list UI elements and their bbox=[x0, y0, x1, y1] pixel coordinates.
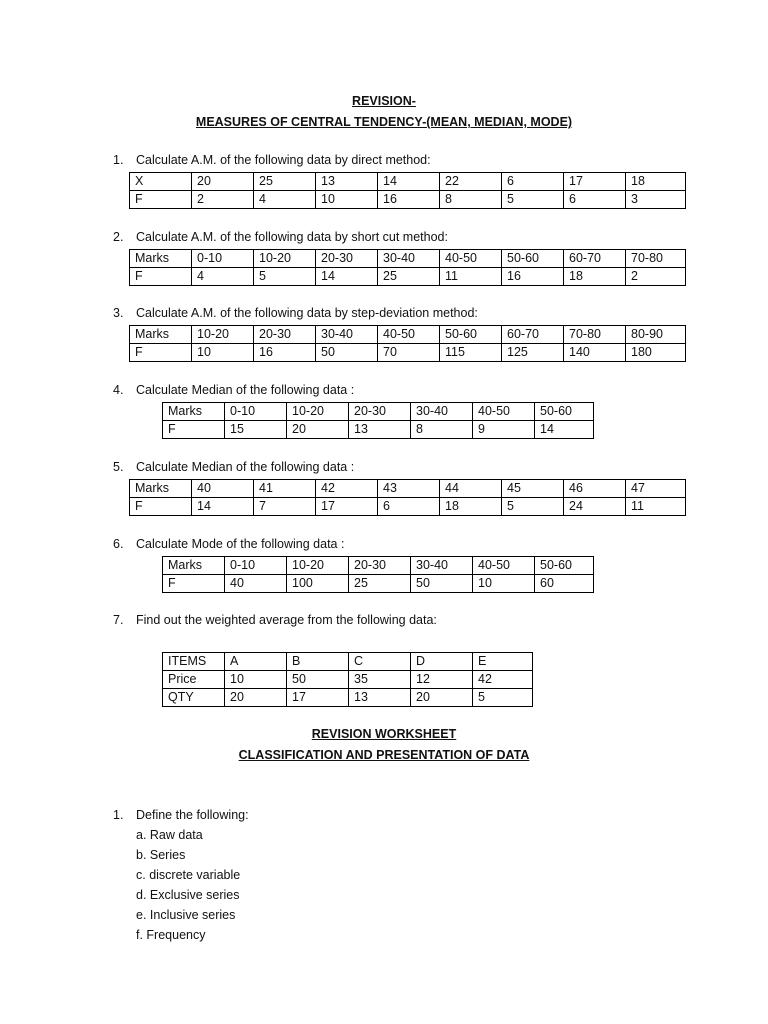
table-row bbox=[130, 344, 686, 362]
question-text: Find out the weighted average from the following data: bbox=[136, 613, 437, 627]
table-cell: QTY bbox=[163, 689, 225, 707]
table-cell: 60-70 bbox=[502, 326, 564, 344]
table-cell: 18 bbox=[626, 173, 686, 191]
table-cell: 5 bbox=[502, 498, 564, 516]
table-cell: 16 bbox=[254, 344, 316, 362]
question-text: Calculate A.M. of the following data by step-deviation method: bbox=[136, 306, 478, 320]
table-cell: 24 bbox=[564, 498, 626, 516]
define-question bbox=[113, 808, 249, 822]
q4-data-table bbox=[162, 402, 594, 439]
question-number: 2. bbox=[113, 230, 124, 244]
table-cell: 8 bbox=[411, 421, 473, 439]
table-cell: 20-30 bbox=[254, 326, 316, 344]
table-cell: Marks bbox=[130, 250, 192, 268]
question-text: Calculate A.M. of the following data by short cut method: bbox=[136, 230, 448, 244]
table-cell: 6 bbox=[564, 191, 626, 209]
table-row bbox=[163, 403, 594, 421]
question-text: Define the following: bbox=[136, 808, 249, 822]
table-cell: 10-20 bbox=[254, 250, 316, 268]
table-cell: 45 bbox=[502, 480, 564, 498]
table-cell: 10-20 bbox=[192, 326, 254, 344]
table-cell: 13 bbox=[349, 689, 411, 707]
list-item: b. Series bbox=[136, 848, 186, 862]
table-cell: 15 bbox=[225, 421, 287, 439]
question-number: 5. bbox=[113, 460, 124, 474]
table-cell: 40 bbox=[225, 575, 287, 593]
table-cell: 10 bbox=[225, 671, 287, 689]
table-cell: 14 bbox=[378, 173, 440, 191]
table-cell: F bbox=[130, 268, 192, 286]
question-5 bbox=[113, 460, 354, 474]
list-item: d. Exclusive series bbox=[136, 888, 240, 902]
table-cell: 2 bbox=[192, 191, 254, 209]
table-row bbox=[163, 421, 594, 439]
question-6 bbox=[113, 537, 344, 551]
q5-data-table bbox=[129, 479, 686, 516]
table-cell: 6 bbox=[502, 173, 564, 191]
table-cell: 14 bbox=[192, 498, 254, 516]
table-cell: 4 bbox=[192, 268, 254, 286]
table-cell: 20 bbox=[192, 173, 254, 191]
table-cell: F bbox=[130, 498, 192, 516]
table-row bbox=[163, 557, 594, 575]
table-row bbox=[130, 326, 686, 344]
table-cell: 17 bbox=[316, 498, 378, 516]
table-cell: 20-30 bbox=[316, 250, 378, 268]
q1-data-table bbox=[129, 172, 686, 209]
table-cell: Marks bbox=[130, 326, 192, 344]
table-cell: 40-50 bbox=[473, 557, 535, 575]
table-cell: 14 bbox=[316, 268, 378, 286]
table-cell: ITEMS bbox=[163, 653, 225, 671]
table-cell: 30-40 bbox=[411, 557, 473, 575]
table-cell: 40 bbox=[192, 480, 254, 498]
list-item: a. Raw data bbox=[136, 828, 203, 842]
table-cell: 20-30 bbox=[349, 557, 411, 575]
question-text: Calculate Mode of the following data : bbox=[136, 537, 345, 551]
table-cell: 70 bbox=[378, 344, 440, 362]
question-number: 3. bbox=[113, 306, 124, 320]
table-cell: 0-10 bbox=[225, 403, 287, 421]
table-cell: X bbox=[130, 173, 192, 191]
table-cell: 115 bbox=[440, 344, 502, 362]
table-cell: 70-80 bbox=[626, 250, 686, 268]
table-cell: Marks bbox=[163, 557, 225, 575]
question-text: Calculate Median of the following data : bbox=[136, 383, 355, 397]
table-cell: 25 bbox=[349, 575, 411, 593]
table-cell: 0-10 bbox=[225, 557, 287, 575]
table-cell: 14 bbox=[535, 421, 594, 439]
table-cell: 25 bbox=[378, 268, 440, 286]
table-cell: E bbox=[473, 653, 533, 671]
table-cell: 50 bbox=[287, 671, 349, 689]
table-cell: 22 bbox=[440, 173, 502, 191]
table-cell: 13 bbox=[349, 421, 411, 439]
question-number: 7. bbox=[113, 613, 124, 627]
table-cell: 10-20 bbox=[287, 403, 349, 421]
question-number: 6. bbox=[113, 537, 124, 551]
table-cell: F bbox=[163, 575, 225, 593]
table-cell: 18 bbox=[564, 268, 626, 286]
table-cell: 43 bbox=[378, 480, 440, 498]
table-row bbox=[130, 268, 686, 286]
table-cell: 50-60 bbox=[502, 250, 564, 268]
table-cell: 20 bbox=[225, 689, 287, 707]
table-cell: 50 bbox=[411, 575, 473, 593]
table-cell: B bbox=[287, 653, 349, 671]
table-cell: 40-50 bbox=[473, 403, 535, 421]
table-cell: 50-60 bbox=[440, 326, 502, 344]
table-cell: 6 bbox=[378, 498, 440, 516]
table-cell: 17 bbox=[287, 689, 349, 707]
table-cell: 60 bbox=[535, 575, 594, 593]
table-cell: 42 bbox=[473, 671, 533, 689]
table-cell: Price bbox=[163, 671, 225, 689]
table-row bbox=[130, 250, 686, 268]
table-cell: 12 bbox=[411, 671, 473, 689]
table-cell: 18 bbox=[440, 498, 502, 516]
question-3 bbox=[113, 306, 478, 320]
table-cell: 70-80 bbox=[564, 326, 626, 344]
table-cell: 30-40 bbox=[316, 326, 378, 344]
table-cell: 30-40 bbox=[378, 250, 440, 268]
table-cell: 5 bbox=[473, 689, 533, 707]
table-row bbox=[130, 498, 686, 516]
q3-data-table bbox=[129, 325, 686, 362]
table-cell: 13 bbox=[316, 173, 378, 191]
question-7 bbox=[113, 613, 437, 627]
table-row bbox=[163, 671, 533, 689]
table-cell: 7 bbox=[254, 498, 316, 516]
table-cell: 80-90 bbox=[626, 326, 686, 344]
table-row bbox=[163, 689, 533, 707]
classification-heading: CLASSIFICATION AND PRESENTATION OF DATA bbox=[238, 748, 530, 762]
table-cell: 20-30 bbox=[349, 403, 411, 421]
list-item: c. discrete variable bbox=[136, 868, 241, 882]
table-cell: 44 bbox=[440, 480, 502, 498]
table-cell: 20 bbox=[287, 421, 349, 439]
table-cell: 25 bbox=[254, 173, 316, 191]
revision-heading: REVISION- bbox=[352, 94, 416, 108]
table-cell: 10 bbox=[192, 344, 254, 362]
revision-worksheet-heading: REVISION WORKSHEET bbox=[311, 727, 457, 741]
question-number: 4. bbox=[113, 383, 124, 397]
question-1 bbox=[113, 153, 431, 167]
table-cell: 3 bbox=[626, 191, 686, 209]
table-cell: 8 bbox=[440, 191, 502, 209]
table-cell: F bbox=[130, 344, 192, 362]
central-tendency-heading: MEASURES OF CENTRAL TENDENCY-(MEAN, MEDIAN, MODE) bbox=[195, 115, 573, 129]
table-cell: 4 bbox=[254, 191, 316, 209]
question-number: 1. bbox=[113, 153, 124, 167]
table-cell: 50-60 bbox=[535, 403, 594, 421]
table-cell: 5 bbox=[502, 191, 564, 209]
table-cell: C bbox=[349, 653, 411, 671]
table-cell: 11 bbox=[626, 498, 686, 516]
table-row bbox=[163, 653, 533, 671]
q6-data-table bbox=[162, 556, 594, 593]
table-cell: 180 bbox=[626, 344, 686, 362]
table-cell: 16 bbox=[378, 191, 440, 209]
table-cell: Marks bbox=[163, 403, 225, 421]
table-cell: A bbox=[225, 653, 287, 671]
table-row bbox=[163, 575, 594, 593]
table-cell: 10 bbox=[473, 575, 535, 593]
table-cell: 50-60 bbox=[535, 557, 594, 575]
table-cell: F bbox=[130, 191, 192, 209]
q2-data-table bbox=[129, 249, 686, 286]
table-cell: 35 bbox=[349, 671, 411, 689]
table-cell: 41 bbox=[254, 480, 316, 498]
table-cell: 10 bbox=[316, 191, 378, 209]
table-cell: 50 bbox=[316, 344, 378, 362]
table-cell: 5 bbox=[254, 268, 316, 286]
list-item: e. Inclusive series bbox=[136, 908, 236, 922]
table-row bbox=[130, 173, 686, 191]
table-cell: 0-10 bbox=[192, 250, 254, 268]
question-text: Calculate Median of the following data : bbox=[136, 460, 355, 474]
table-cell: 2 bbox=[626, 268, 686, 286]
table-cell: F bbox=[163, 421, 225, 439]
question-text: Calculate A.M. of the following data by direct method: bbox=[136, 153, 431, 167]
table-cell: 47 bbox=[626, 480, 686, 498]
table-row bbox=[130, 191, 686, 209]
table-cell: 125 bbox=[502, 344, 564, 362]
table-cell: 46 bbox=[564, 480, 626, 498]
question-2 bbox=[113, 230, 448, 244]
question-4 bbox=[113, 383, 354, 397]
table-cell: 140 bbox=[564, 344, 626, 362]
table-cell: 17 bbox=[564, 173, 626, 191]
table-cell: 40-50 bbox=[440, 250, 502, 268]
table-cell: 40-50 bbox=[378, 326, 440, 344]
table-cell: 9 bbox=[473, 421, 535, 439]
table-cell: 10-20 bbox=[287, 557, 349, 575]
table-cell: 16 bbox=[502, 268, 564, 286]
table-cell: 42 bbox=[316, 480, 378, 498]
table-cell: 60-70 bbox=[564, 250, 626, 268]
table-cell: Marks bbox=[130, 480, 192, 498]
table-cell: 30-40 bbox=[411, 403, 473, 421]
table-row bbox=[130, 480, 686, 498]
table-cell: D bbox=[411, 653, 473, 671]
definition-list bbox=[136, 825, 240, 945]
question-number: 1. bbox=[113, 808, 124, 822]
list-item: f. Frequency bbox=[136, 928, 206, 942]
table-cell: 100 bbox=[287, 575, 349, 593]
table-cell: 20 bbox=[411, 689, 473, 707]
q7-data-table bbox=[162, 652, 533, 707]
table-cell: 11 bbox=[440, 268, 502, 286]
